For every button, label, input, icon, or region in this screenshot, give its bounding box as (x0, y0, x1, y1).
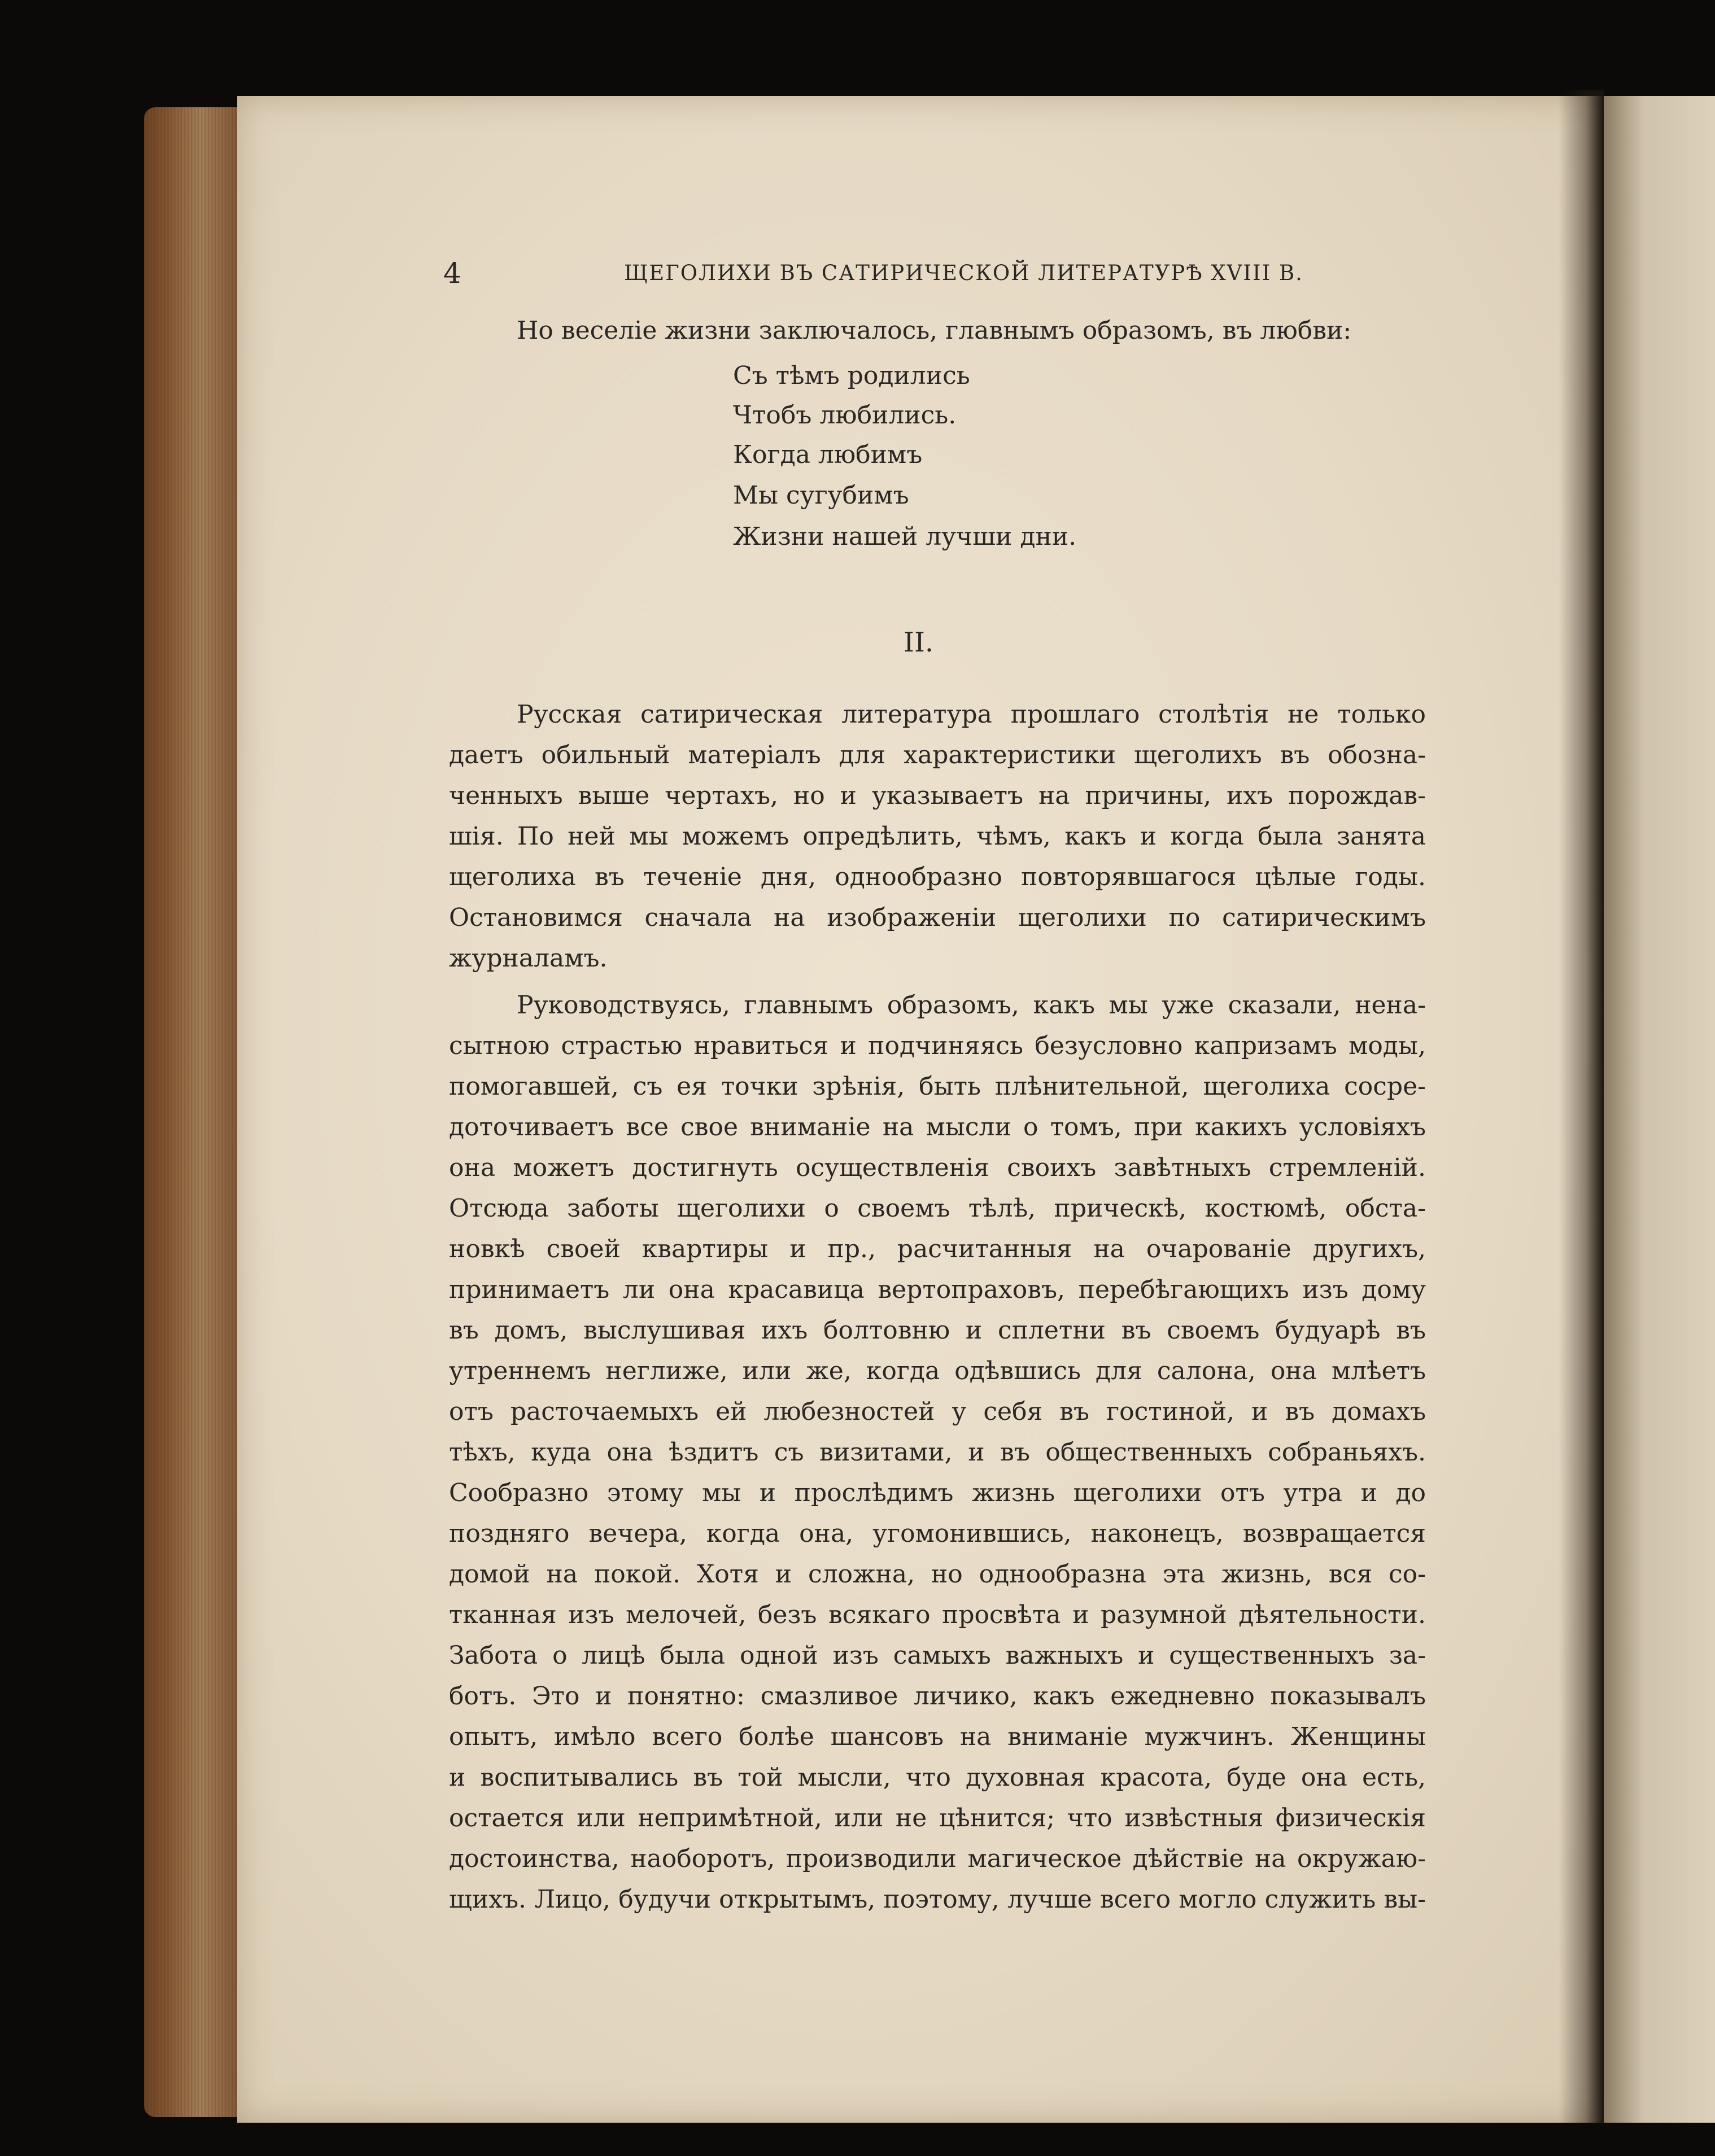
text-line: остается или непримѣтной, или не цѣнится; что извѣстныя физическія (449, 1804, 1426, 1833)
text-line: отъ расточаемыхъ ей любезностей у себя въ гостиной, и въ домахъ (449, 1397, 1426, 1426)
text-line: поздняго вечера, когда она, угомонившись, наконецъ, возвращается (449, 1519, 1426, 1548)
text-line: шія. По ней мы можемъ опредѣлить, чѣмъ, какъ и когда была занята (449, 822, 1426, 851)
text-line: Сообразно этому мы и прослѣдимъ жизнь щеголихи отъ утра и до (449, 1479, 1426, 1507)
text-line: Руководствуясь, главнымъ образомъ, какъ мы уже сказали, нена- (517, 991, 1426, 1020)
text-line: ченныхъ выше чертахъ, но и указываетъ на причины, ихъ порождав- (449, 781, 1426, 810)
text-line: сытною страстью нравиться и подчиняясь безусловно капризамъ моды, (449, 1031, 1426, 1060)
running-head: ЩЕГОЛИХИ ВЪ САТИРИЧЕСКОЙ ЛИТЕРАТУРѢ XVIII В. (624, 261, 1303, 285)
book-gutter-shadow (1559, 90, 1604, 2123)
text-line: Остановимся сначала на изображеніи щеголихи по сатирическимъ (449, 903, 1426, 932)
text-line: опытъ, имѣло всего болѣе шансовъ на вниманіе мужчинъ. Женщины (449, 1722, 1426, 1751)
adjacent-page-edge (1604, 96, 1715, 2123)
text-line: даетъ обильный матеріалъ для характеристики щеголихъ въ обозна- (449, 741, 1426, 769)
page-number: 4 (443, 257, 461, 290)
verse-line: Когда любимъ (733, 440, 923, 469)
text-line: помогавшей, съ ея точки зрѣнія, быть плѣнительной, щеголиха сосре- (449, 1072, 1426, 1101)
text-line: Отсюда заботы щеголихи о своемъ тѣлѣ, прическѣ, костюмѣ, обста- (449, 1194, 1426, 1223)
text-line: ботъ. Это и понятно: смазливое личико, какъ ежедневно показывалъ (449, 1682, 1426, 1711)
verse-line: Мы сугубимъ (733, 481, 909, 510)
section-heading: II. (904, 627, 934, 658)
text-line: принимаетъ ли она красавица вертопраховъ, перебѣгающихъ изъ дому (449, 1275, 1426, 1304)
text-line: Забота о лицѣ была одной изъ самыхъ важныхъ и существенныхъ за- (449, 1641, 1426, 1670)
text-line: утреннемъ неглиже, или же, когда одѣвшись для салона, она млѣетъ (449, 1357, 1426, 1385)
text-line: щихъ. Лицо, будучи открытымъ, поэтому, лучше всего могло служить вы- (449, 1885, 1426, 1914)
text-line: домой на покой. Хотя и сложна, но однообразна эта жизнь, вся со- (449, 1560, 1426, 1589)
text-line: тѣхъ, куда она ѣздитъ съ визитами, и въ общественныхъ собраньяхъ. (449, 1438, 1426, 1467)
verse-line: Жизни нашей лучши дни. (733, 522, 1077, 551)
verse-line: Съ тѣмъ родились (733, 361, 970, 390)
text-line: журналамъ. (449, 944, 608, 973)
verse-line: Чтобъ любились. (733, 401, 957, 430)
text-line: и воспитывались въ той мысли, что духовная красота, буде она есть, (449, 1763, 1426, 1792)
text-line: доточиваетъ все свое вниманіе на мысли о томъ, при какихъ условіяхъ (449, 1113, 1426, 1142)
text-line: она можетъ достигнуть осуществленія своихъ завѣтныхъ стремленій. (449, 1153, 1426, 1182)
text-line: щеголиха въ теченіе дня, однообразно повторявшагося цѣлые годы. (449, 863, 1426, 891)
intro-line: Но веселіе жизни заключалось, главнымъ образомъ, въ любви: (517, 316, 1352, 345)
text-line: въ домъ, выслушивая ихъ болтовню и сплетни въ своемъ будуарѣ въ (449, 1316, 1426, 1345)
text-line: достоинства, наоборотъ, производили магическое дѣйствіе на окружаю- (449, 1844, 1426, 1873)
text-line: тканная изъ мелочей, безъ всякаго просвѣта и разумной дѣятельности. (449, 1600, 1426, 1629)
text-line: Русская сатирическая литература прошлаго столѣтія не только (517, 700, 1426, 729)
text-line: новкѣ своей квартиры и пр., расчитанныя на очарованіе другихъ, (449, 1235, 1426, 1263)
